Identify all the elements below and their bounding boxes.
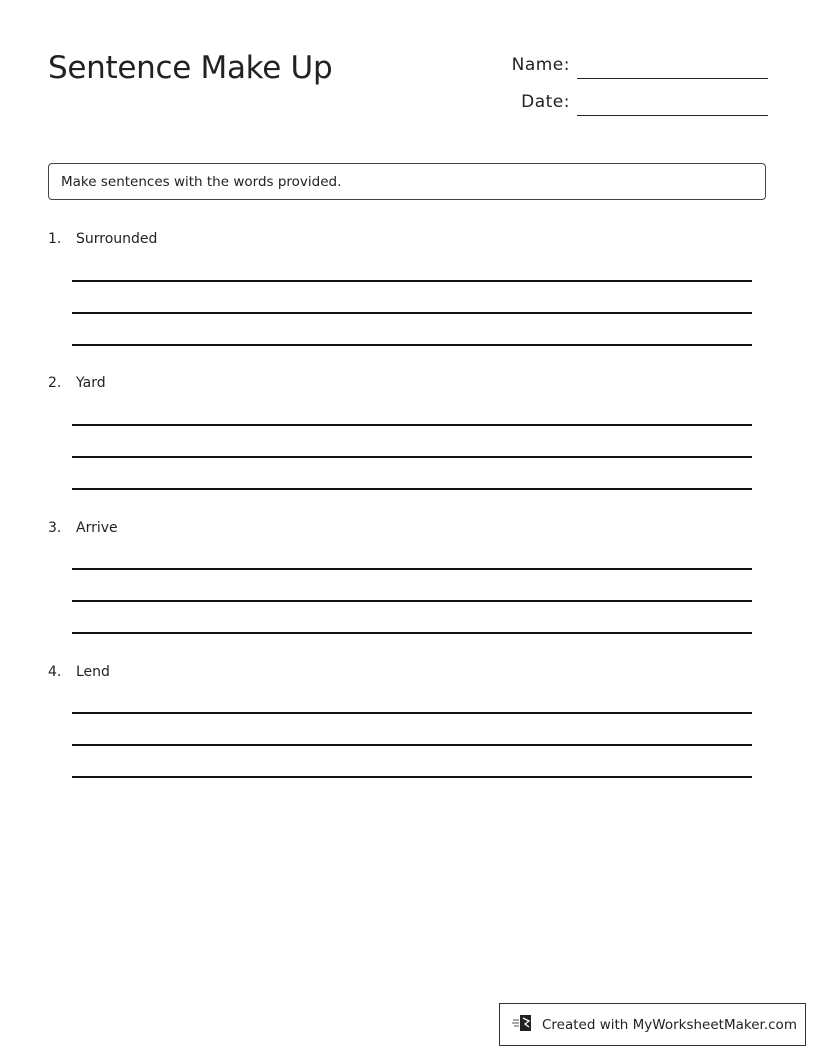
question-word: Yard [76,375,106,391]
answer-line[interactable] [72,568,752,570]
question-item [48,520,768,650]
question-number: 1. [48,231,62,247]
question-item [48,375,768,505]
question-number: 4. [48,664,62,680]
name-field[interactable] [468,55,768,79]
question-word: Arrive [76,520,118,536]
answer-line[interactable] [72,456,752,458]
question-word: Surrounded [76,231,158,247]
name-line[interactable] [577,78,768,79]
answer-line[interactable] [72,312,752,314]
question-number: 3. [48,520,62,536]
question-item [48,231,768,361]
date-field[interactable] [468,92,768,116]
worksheet-logo-icon [512,1012,534,1038]
question-item [48,664,768,794]
answer-line[interactable] [72,424,752,426]
answer-line[interactable] [72,776,752,778]
answer-line[interactable] [72,280,752,282]
answer-line[interactable] [72,744,752,746]
date-label: Date: [521,92,570,112]
answer-line[interactable] [72,488,752,490]
date-line[interactable] [577,115,768,116]
answer-line[interactable] [72,632,752,634]
footer-text: Created with MyWorksheetMaker.com [542,1016,797,1033]
footer-badge[interactable] [499,1003,806,1046]
page-title: Sentence Make Up [48,50,333,86]
answer-line[interactable] [72,600,752,602]
answer-line[interactable] [72,712,752,714]
name-label: Name: [511,55,570,75]
instructions-box: Make sentences with the words provided. [48,163,766,200]
answer-line[interactable] [72,344,752,346]
question-word: Lend [76,664,110,680]
question-number: 2. [48,375,62,391]
